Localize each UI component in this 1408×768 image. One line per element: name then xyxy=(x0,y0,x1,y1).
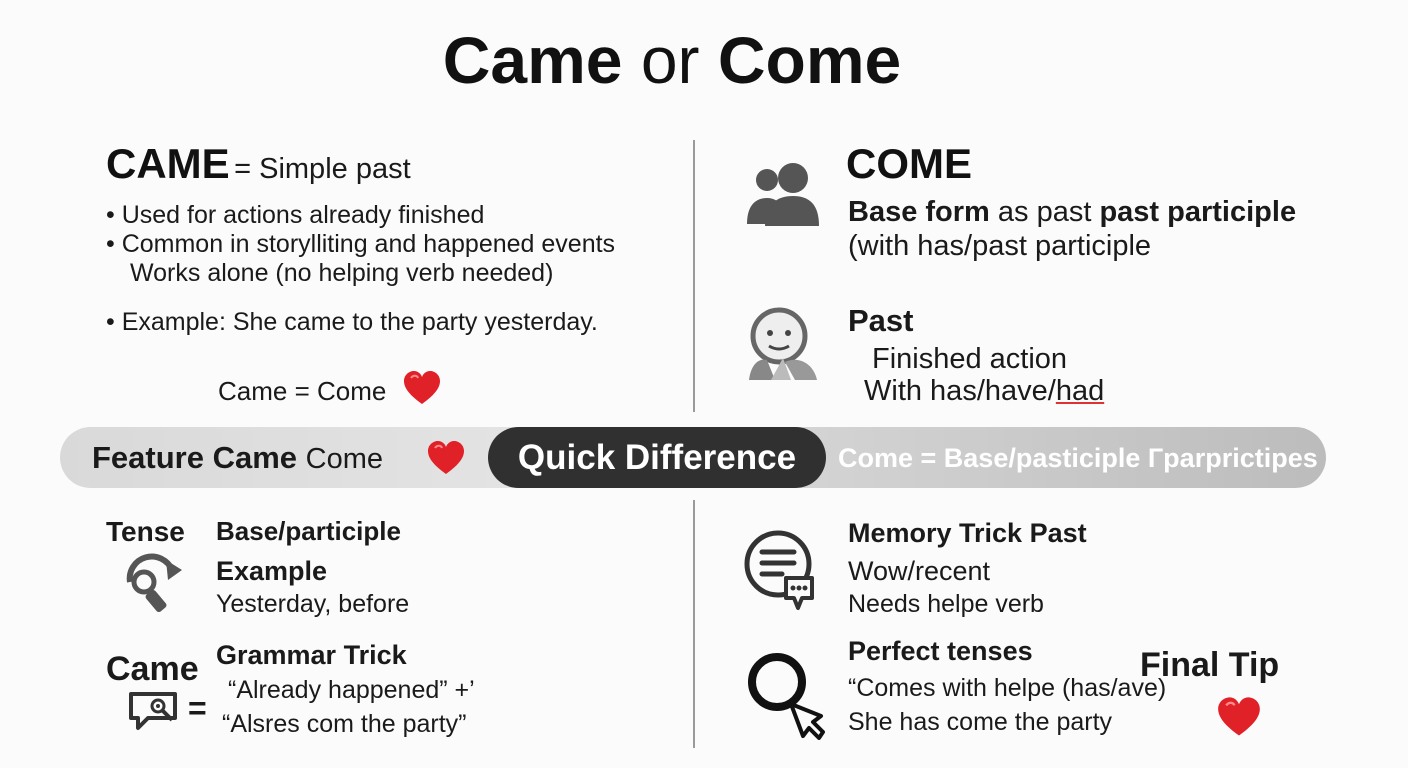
memory-line-2: Needs helpe verb xyxy=(848,590,1044,618)
came-bullet-2: • Common in storylliting and happened events xyxy=(106,230,616,258)
bottom-divider xyxy=(693,500,695,748)
came-heading: CAME = Simple past xyxy=(106,140,411,187)
grammar-heading: Grammar Trick xyxy=(216,640,407,670)
came-bullet-3: Works alone (no helping verb needed) xyxy=(130,259,554,287)
title-or: or xyxy=(640,23,700,97)
past-line-2: With has/have/had xyxy=(864,375,1105,407)
final-tip-heart-icon xyxy=(1217,696,1261,738)
perfect-heading: Perfect tenses xyxy=(848,636,1033,666)
come-base-bold: Base form xyxy=(848,196,990,228)
title-come: Come xyxy=(717,23,902,97)
came-heading-rest: = Simple past xyxy=(234,153,411,185)
came-equation: Came = Come xyxy=(218,376,387,406)
smiley-face-icon xyxy=(745,304,821,384)
came-label: Came xyxy=(106,650,199,688)
came-example: • Example: She came to the party yesterday. xyxy=(106,308,598,336)
band-heart-icon xyxy=(427,440,465,476)
band-right-label: Come = Base/pasticiple Гparprictipes xyxy=(838,443,1318,473)
band-came: Came xyxy=(212,440,298,475)
people-icon xyxy=(745,160,819,228)
example-heading: Example xyxy=(216,556,328,586)
page-title xyxy=(0,22,1344,98)
title-came: Came xyxy=(442,23,623,97)
past-had: had xyxy=(1055,375,1105,407)
come-base-note: (with has/past participle xyxy=(848,230,1152,262)
image-search-icon xyxy=(128,690,184,732)
heart-icon xyxy=(403,370,441,406)
memory-line-1: Wow/recent xyxy=(848,556,991,586)
base-participle-label: Base/participle xyxy=(216,516,401,546)
equals-sign: = xyxy=(188,690,207,726)
come-base-rest: as past xyxy=(997,196,1092,228)
past-heading: Past xyxy=(848,303,914,338)
chat-bubble-icon xyxy=(742,528,820,614)
top-divider xyxy=(693,140,695,412)
came-bullet-1: • Used for actions already finished xyxy=(106,201,485,229)
come-heading: COME xyxy=(846,140,972,187)
band-come: Come xyxy=(305,443,384,475)
example-text: Yesterday, before xyxy=(216,590,410,618)
perfect-line-1: “Comes with helpe (has/ave) xyxy=(848,674,1167,702)
rotate-arrow-icon xyxy=(120,552,192,614)
band-feature: Feature xyxy=(92,440,204,475)
grammar-line-1: “Already happened” +’ xyxy=(228,676,475,704)
come-base-bold2: past participle xyxy=(1099,196,1297,228)
grammar-line-2: “Alsres com the party” xyxy=(222,710,467,738)
quick-difference-pill: Quick Difference xyxy=(488,427,826,488)
perfect-line-2: She has come the party xyxy=(848,708,1113,736)
magnifier-icon xyxy=(745,650,829,746)
past-line-1: Finished action xyxy=(872,343,1068,375)
memory-heading: Memory Trick Past xyxy=(848,518,1087,548)
tense-label: Tense xyxy=(106,516,185,547)
come-base-line xyxy=(848,196,1296,229)
final-tip-heading: Final Tip xyxy=(1140,646,1280,684)
band-left-label xyxy=(92,440,383,476)
